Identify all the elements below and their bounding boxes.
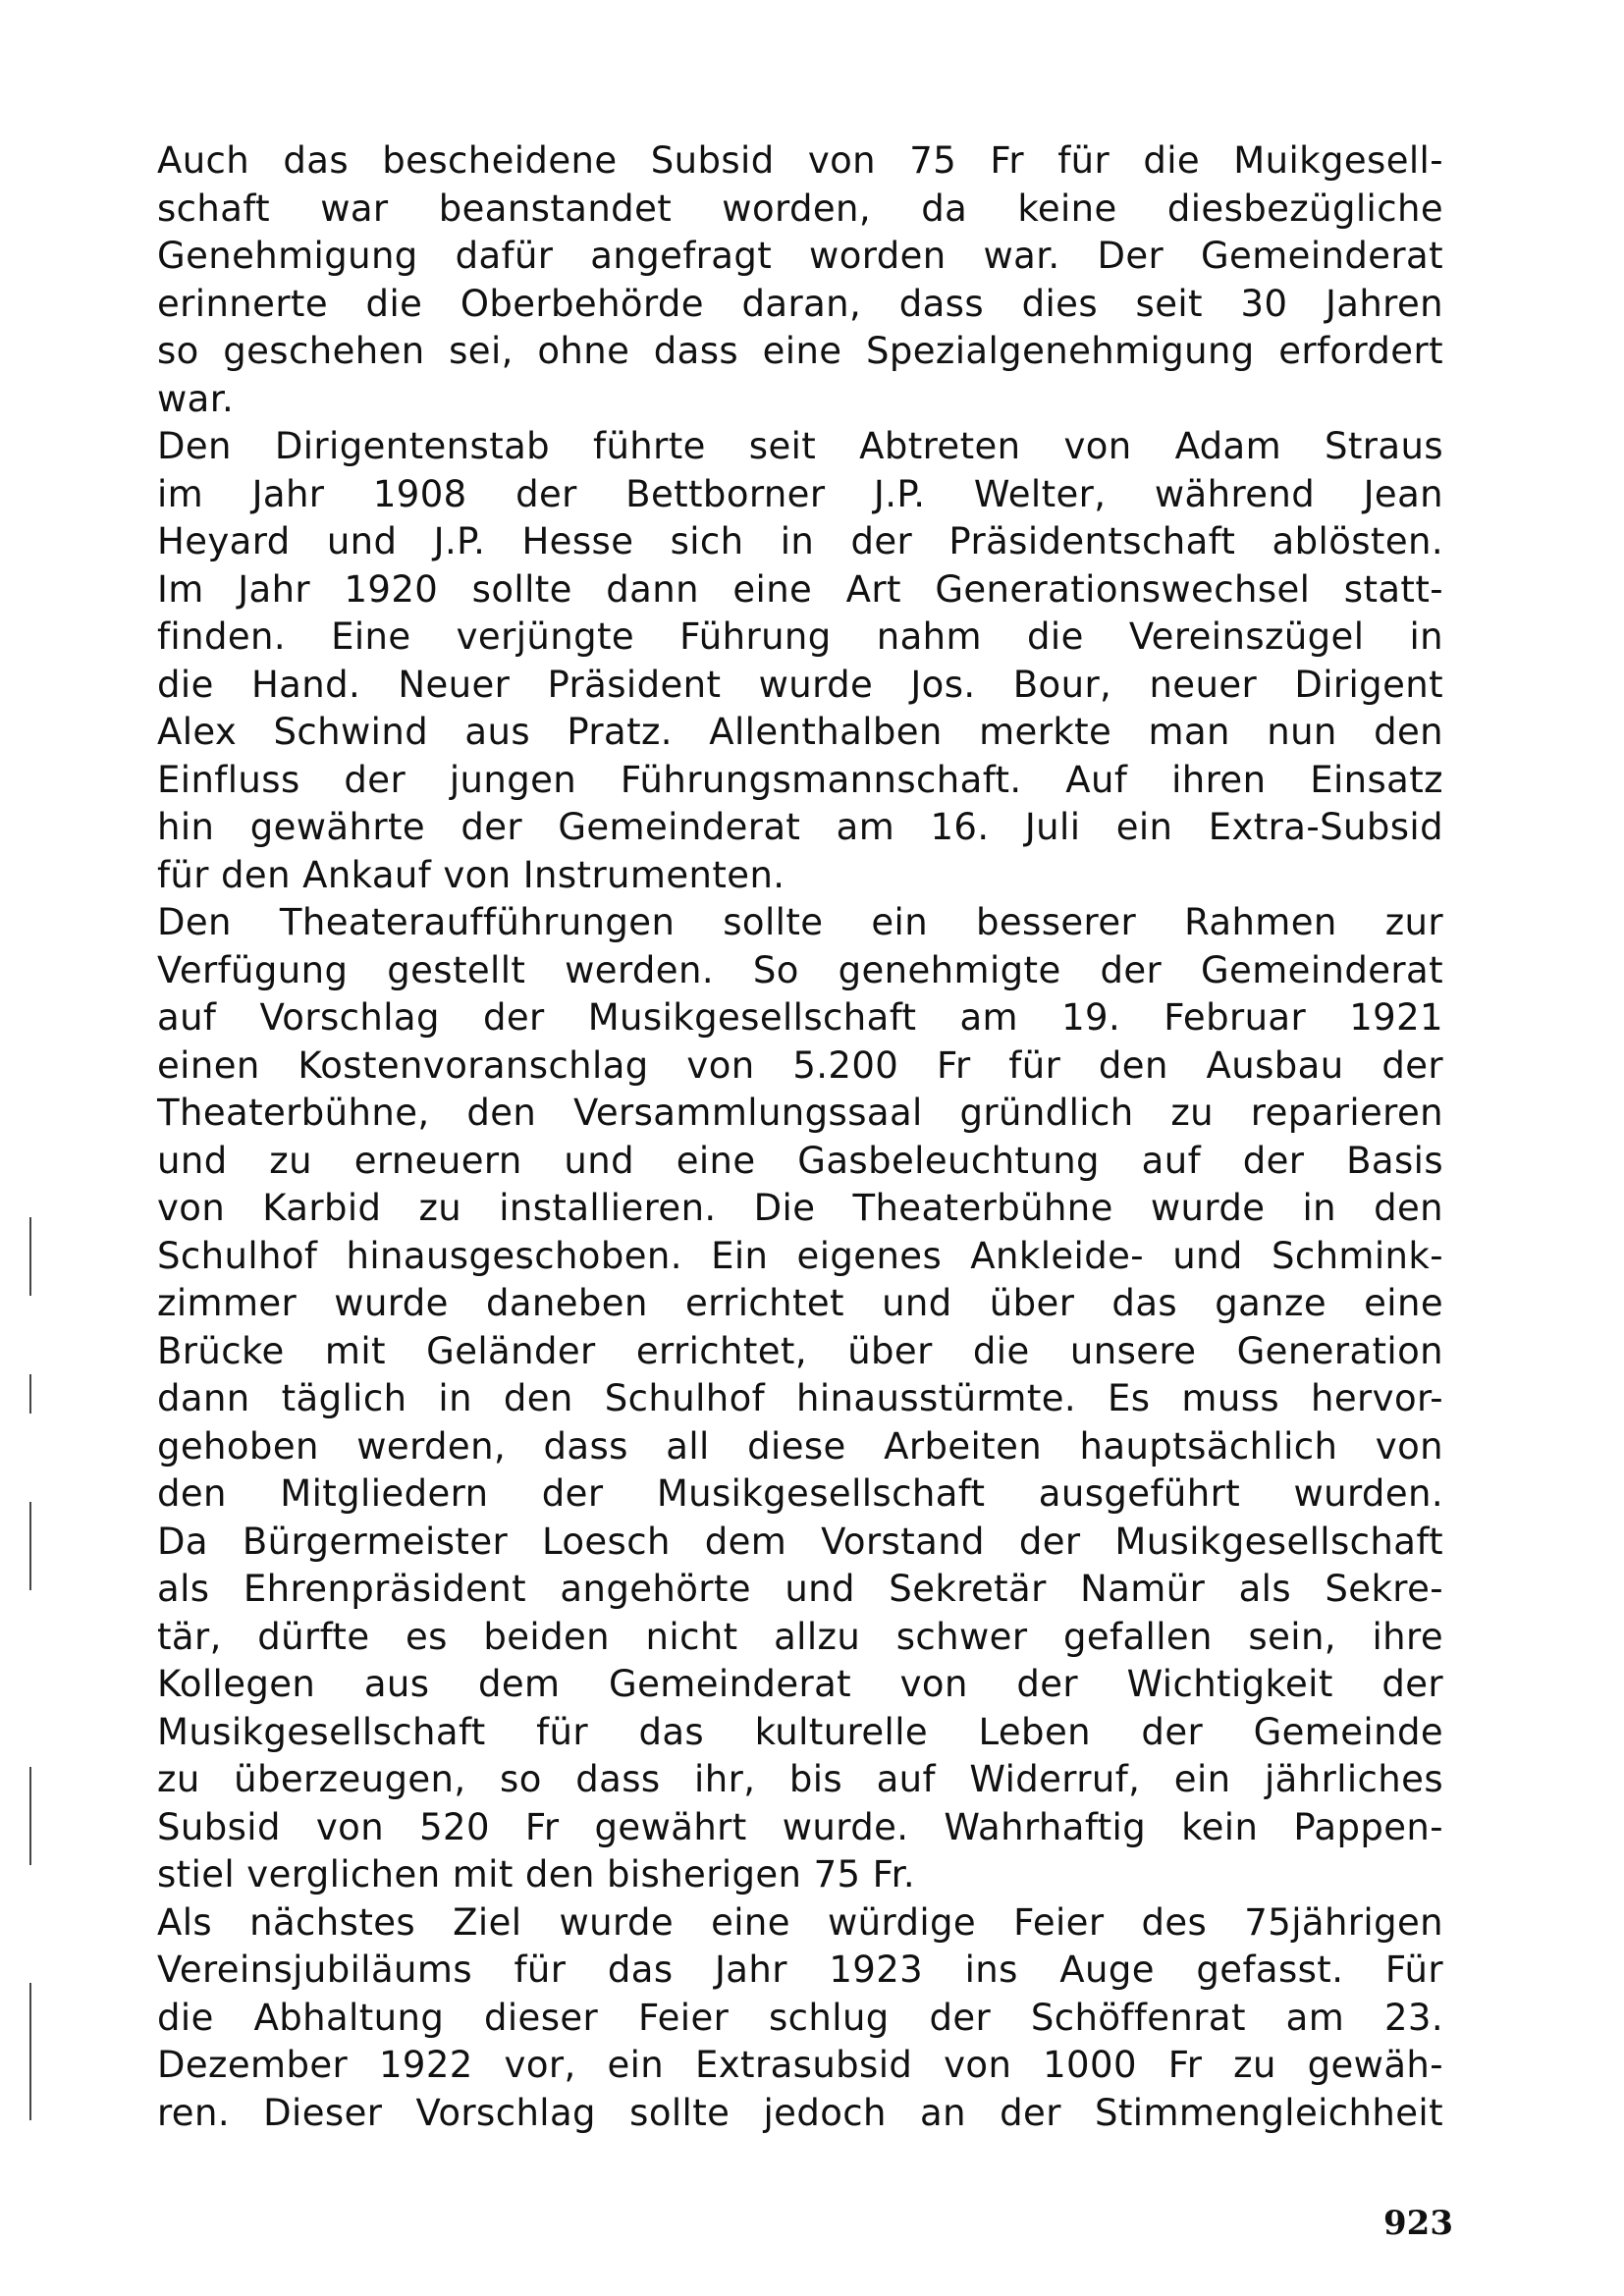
text-line: Da Bürgermeister Loesch dem Vorstand der Musikgesellschaft	[157, 1520, 1443, 1563]
text-line: zimmer wurde daneben errichtet und über das ganze eine	[157, 1282, 1443, 1324]
text-line: Kollegen aus dem Gemeinderat von der Wichtigkeit der	[157, 1663, 1443, 1705]
scan-edge-line	[29, 1983, 31, 2120]
text-line: Verfügung gestellt werden. So genehmigte der Gemeinderat	[157, 948, 1443, 991]
text-line: war.	[157, 377, 235, 420]
scan-edge-line	[29, 1217, 31, 1296]
text-line: so geschehen sei, ohne dass eine Spezialgenehmigung erfordert	[157, 330, 1443, 372]
text-line: zu überzeugen, so dass ihr, bis auf Widerruf, ein jährliches	[157, 1758, 1443, 1800]
text-line: tär, dürfte es beiden nicht allzu schwer gefallen sein, ihre	[157, 1615, 1443, 1658]
text-line: Schulhof hinausgeschoben. Ein eigenes Ankleide- und Schmink-	[157, 1234, 1443, 1277]
text-line: im Jahr 1908 der Bettborner J.P. Welter, während Jean	[157, 472, 1443, 515]
text-line: für den Ankauf von Instrumenten.	[157, 853, 785, 896]
text-line: erinnerte die Oberbehörde daran, dass dies seit 30 Jahren	[157, 282, 1443, 325]
text-line: Im Jahr 1920 sollte dann eine Art Generationswechsel statt-	[157, 567, 1443, 611]
text-line: auf Vorschlag der Musikgesellschaft am 19. Februar 1921	[157, 996, 1443, 1039]
text-line: stiel verglichen mit den bisherigen 75 Fr.	[157, 1853, 915, 1896]
text-line: Dezember 1922 vor, ein Extrasubsid von 1000 Fr zu gewäh-	[157, 2044, 1443, 2086]
text-line: schaft war beanstandet worden, da keine diesbezügliche	[157, 187, 1443, 230]
text-line: Den Dirigentenstab führte seit Abtreten von Adam Straus	[157, 425, 1443, 467]
text-line: einen Kostenvoranschlag von 5.200 Fr für den Ausbau der	[157, 1043, 1443, 1087]
text-line: dann täglich in den Schulhof hinausstürmte. Es muss hervor-	[157, 1377, 1443, 1419]
scan-edge-line	[29, 1502, 31, 1590]
text-line: Als nächstes Ziel wurde eine würdige Feier des 75jährigen	[157, 1900, 1443, 1944]
scan-edge-line	[29, 1374, 31, 1414]
text-line: die Hand. Neuer Präsident wurde Jos. Bour, neuer Dirigent	[157, 663, 1443, 706]
text-line: von Karbid zu installieren. Die Theaterbühne wurde in den	[157, 1187, 1443, 1229]
text-line: Musikgesellschaft für das kulturelle Leben der Gemeinde	[157, 1710, 1443, 1753]
text-line: ren. Dieser Vorschlag sollte jedoch an der Stimmengleichheit	[157, 2091, 1443, 2134]
text-line: finden. Eine verjüngte Führung nahm die Vereinszügel in	[157, 615, 1443, 658]
page-number: 923	[1383, 2204, 1453, 2243]
text-line: hin gewährte der Gemeinderat am 16. Juli ein Extra-Subsid	[157, 806, 1443, 848]
text-line: Heyard und J.P. Hesse sich in der Präsidentschaft ablösten.	[157, 520, 1443, 562]
text-line: Theaterbühne, den Versammlungssaal gründlich zu reparieren	[157, 1092, 1443, 1134]
text-line: Genehmigung dafür angefragt worden war. Der Gemeinderat	[157, 235, 1443, 277]
text-line: Vereinsjubiläums für das Jahr 1923 ins Auge gefasst. Für	[157, 1949, 1443, 1991]
text-line: als Ehrenpräsident angehörte und Sekretär Namür als Sekre-	[157, 1568, 1443, 1610]
text-line: Subsid von 520 Fr gewährt wurde. Wahrhaftig kein Pappen-	[157, 1805, 1443, 1848]
text-line: und zu erneuern und eine Gasbeleuchtung auf der Basis	[157, 1139, 1443, 1182]
text-line: gehoben werden, dass all diese Arbeiten hauptsächlich von	[157, 1424, 1443, 1468]
text-line: den Mitgliedern der Musikgesellschaft ausgeführt wurden.	[157, 1472, 1443, 1515]
text-line: Auch das bescheidene Subsid von 75 Fr für die Muikgesell-	[157, 139, 1443, 182]
scan-edge-line	[29, 1767, 31, 1865]
text-line: Einfluss der jungen Führungsmannschaft. Auf ihren Einsatz	[157, 758, 1443, 801]
text-line: die Abhaltung dieser Feier schlug der Schöffenrat am 23.	[157, 1996, 1443, 2039]
text-line: Brücke mit Geländer errichtet, über die unsere Generation	[157, 1329, 1443, 1372]
text-line: Alex Schwind aus Pratz. Allenthalben merkte man nun den	[157, 711, 1443, 753]
text-line: Den Theateraufführungen sollte ein besserer Rahmen zur	[157, 901, 1443, 943]
body-text	[157, 137, 1443, 2137]
